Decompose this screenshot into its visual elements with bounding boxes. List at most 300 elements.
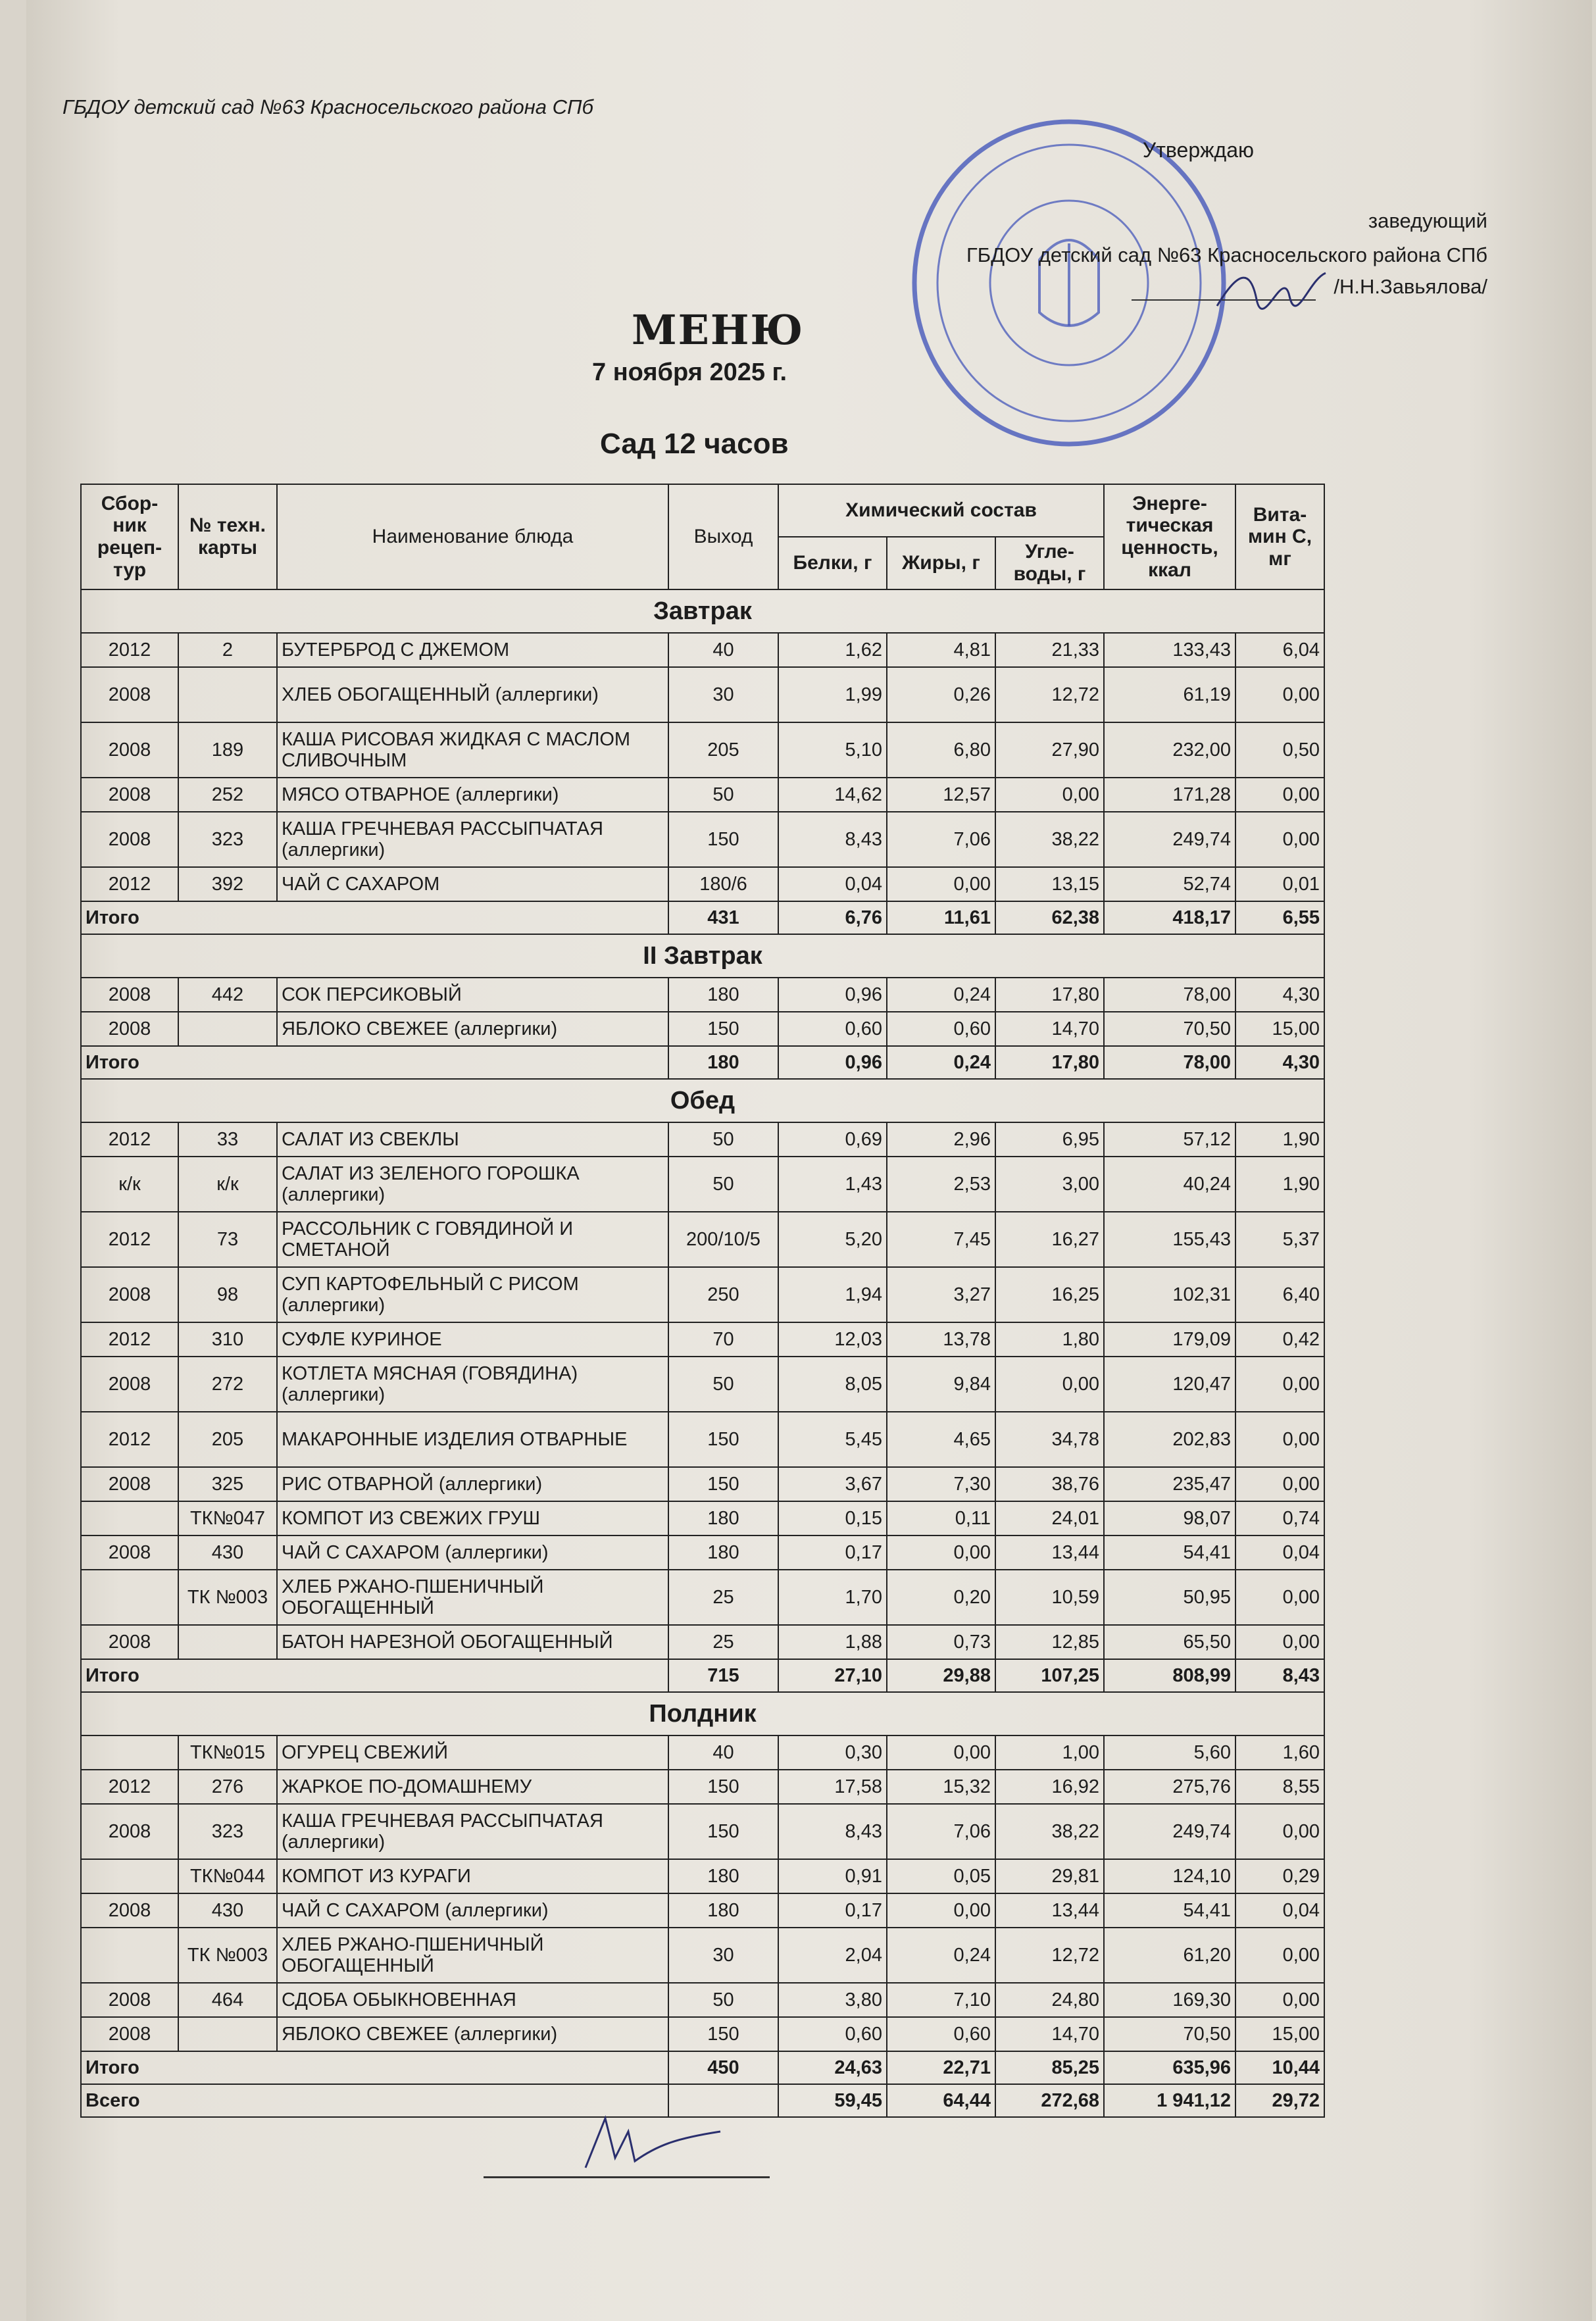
table-cell: 1,94 [778, 1267, 887, 1322]
table-cell: 73 [178, 1212, 277, 1267]
table-cell: 15,00 [1235, 2017, 1324, 2051]
table-cell: 50 [668, 1122, 778, 1157]
table-cell: 50,95 [1104, 1570, 1235, 1625]
table-cell: 0,00 [1235, 1467, 1324, 1501]
table-cell [178, 667, 277, 722]
table-cell: 2008 [81, 978, 178, 1012]
table-cell: 1,88 [778, 1625, 887, 1659]
table-cell: ТК №003 [178, 1928, 277, 1983]
table-cell: 2008 [81, 1983, 178, 2017]
total-cell: 8,43 [1235, 1659, 1324, 1692]
section-header [81, 1079, 1324, 1122]
table-cell: ЧАЙ С САХАРОМ [277, 867, 668, 901]
table-cell: 4,81 [887, 633, 995, 667]
table-cell: 0,00 [1235, 812, 1324, 867]
table-cell: 392 [178, 867, 277, 901]
table-cell: БУТЕРБРОД С ДЖЕМОМ [277, 633, 668, 667]
table-cell: 2012 [81, 1122, 178, 1157]
table-cell: 150 [668, 1770, 778, 1804]
table-cell: 24,80 [995, 1983, 1104, 2017]
table-cell: 2012 [81, 1322, 178, 1357]
table-row [81, 1122, 1324, 1157]
table-cell: 323 [178, 812, 277, 867]
total-cell: 4,30 [1235, 1046, 1324, 1079]
table-cell: 124,10 [1104, 1859, 1235, 1893]
table-cell: МАКАРОННЫЕ ИЗДЕЛИЯ ОТВАРНЫЕ [277, 1412, 668, 1467]
table-cell: 0,50 [1235, 722, 1324, 778]
table-cell [178, 2017, 277, 2051]
table-cell: 276 [178, 1770, 277, 1804]
director-signature [1210, 260, 1329, 319]
table-cell: ЧАЙ С САХАРОМ (аллергики) [277, 1893, 668, 1928]
grand-total-cell: 272,68 [995, 2084, 1104, 2117]
table-cell: 13,15 [995, 867, 1104, 901]
head-organization: ГБДОУ детский сад №63 Красносельского района СПб [966, 243, 1487, 266]
table-cell: КАША ГРЕЧНЕВАЯ РАССЫПЧАТАЯ (аллергики) [277, 812, 668, 867]
grand-total-cell: 59,45 [778, 2084, 887, 2117]
table-cell: 0,00 [887, 1735, 995, 1770]
table-row [81, 1157, 1324, 1212]
col-card: № техн. карты [178, 484, 277, 589]
table-cell: 7,06 [887, 1804, 995, 1859]
table-cell: 70 [668, 1322, 778, 1357]
total-cell: 78,00 [1104, 1046, 1235, 1079]
table-cell: 7,45 [887, 1212, 995, 1267]
table-row [81, 633, 1324, 667]
table-cell: 0,17 [778, 1535, 887, 1570]
table-cell: 2,53 [887, 1157, 995, 1212]
col-energy: Энерге-тическая ценность, ккал [1104, 484, 1235, 589]
table-cell: 0,00 [1235, 1570, 1324, 1625]
total-label: Итого [81, 1046, 668, 1079]
table-cell: 2008 [81, 1893, 178, 1928]
table-cell: 180 [668, 1501, 778, 1535]
table-cell: 50 [668, 1983, 778, 2017]
table-cell: 150 [668, 2017, 778, 2051]
table-cell: ОГУРЕЦ СВЕЖИЙ [277, 1735, 668, 1770]
total-cell: 418,17 [1104, 901, 1235, 934]
total-cell: 808,99 [1104, 1659, 1235, 1692]
section-header [81, 589, 1324, 633]
table-cell: 150 [668, 1804, 778, 1859]
table-cell: 464 [178, 1983, 277, 2017]
table-cell: 8,43 [778, 1804, 887, 1859]
total-row [81, 901, 1324, 934]
total-cell: 107,25 [995, 1659, 1104, 1692]
table-row [81, 1412, 1324, 1467]
menu-subtitle: Сад 12 часов [600, 428, 789, 460]
table-cell: 5,20 [778, 1212, 887, 1267]
table-cell: 150 [668, 1467, 778, 1501]
table-cell: 13,44 [995, 1893, 1104, 1928]
table-cell: 0,11 [887, 1501, 995, 1535]
table-cell: 0,00 [887, 1535, 995, 1570]
table-cell: 2 [178, 633, 277, 667]
table-cell: 40 [668, 633, 778, 667]
table-cell: 21,33 [995, 633, 1104, 667]
total-label: Итого [81, 2051, 668, 2084]
table-cell: к/к [81, 1157, 178, 1212]
table-row [81, 978, 1324, 1012]
table-cell: 0,00 [887, 867, 995, 901]
table-cell: 4,30 [1235, 978, 1324, 1012]
page-title: МЕНЮ [632, 306, 805, 354]
table-cell: 2008 [81, 1804, 178, 1859]
table-cell: 235,47 [1104, 1467, 1235, 1501]
table-cell: 0,00 [1235, 1928, 1324, 1983]
table-cell: 1,00 [995, 1735, 1104, 1770]
table-row [81, 867, 1324, 901]
table-cell: 1,43 [778, 1157, 887, 1212]
table-cell: 8,05 [778, 1357, 887, 1412]
table-cell: 1,62 [778, 633, 887, 667]
table-row [81, 1012, 1324, 1046]
table-cell: 3,67 [778, 1467, 887, 1501]
col-yield: Выход [668, 484, 778, 589]
table-cell: 14,70 [995, 2017, 1104, 2051]
total-cell: 6,76 [778, 901, 887, 934]
table-cell: 16,25 [995, 1267, 1104, 1322]
table-cell: СУП КАРТОФЕЛЬНЫЙ С РИСОМ (аллергики) [277, 1267, 668, 1322]
table-cell: 0,74 [1235, 1501, 1324, 1535]
table-cell: 6,95 [995, 1122, 1104, 1157]
table-cell: 9,84 [887, 1357, 995, 1412]
total-cell: 0,24 [887, 1046, 995, 1079]
table-cell: 205 [178, 1412, 277, 1467]
table-row [81, 1770, 1324, 1804]
table-cell: 0,30 [778, 1735, 887, 1770]
table-cell: 0,00 [1235, 1412, 1324, 1467]
head-role: заведующий [1368, 209, 1487, 232]
table-cell: 2008 [81, 1467, 178, 1501]
table-cell: 150 [668, 1412, 778, 1467]
table-cell: 29,81 [995, 1859, 1104, 1893]
grand-total-cell: 1 941,12 [1104, 2084, 1235, 2117]
col-fat: Жиры, г [887, 537, 995, 589]
total-cell: 29,88 [887, 1659, 995, 1692]
table-cell: ЯБЛОКО СВЕЖЕЕ (аллергики) [277, 1012, 668, 1046]
grand-total-cell: 29,72 [1235, 2084, 1324, 2117]
table-cell: ЯБЛОКО СВЕЖЕЕ (аллергики) [277, 2017, 668, 2051]
table-cell: 1,99 [778, 667, 887, 722]
table-cell: 0,29 [1235, 1859, 1324, 1893]
table-cell [81, 1735, 178, 1770]
table-cell: 2008 [81, 1267, 178, 1322]
total-cell: 450 [668, 2051, 778, 2084]
table-cell: 325 [178, 1467, 277, 1501]
table-row [81, 1357, 1324, 1412]
table-cell: 202,83 [1104, 1412, 1235, 1467]
table-cell: 38,22 [995, 1804, 1104, 1859]
table-cell: 0,73 [887, 1625, 995, 1659]
table-cell: 180 [668, 1535, 778, 1570]
table-cell: 70,50 [1104, 2017, 1235, 2051]
table-cell: 0,17 [778, 1893, 887, 1928]
table-cell: 150 [668, 1012, 778, 1046]
table-cell: СОК ПЕРСИКОВЫЙ [277, 978, 668, 1012]
table-cell: 0,60 [778, 1012, 887, 1046]
table-cell: 2008 [81, 1535, 178, 1570]
table-cell: 0,00 [995, 1357, 1104, 1412]
bottom-signature-line [484, 2176, 770, 2178]
table-cell [81, 1859, 178, 1893]
table-cell: 6,04 [1235, 633, 1324, 667]
table-cell [178, 1012, 277, 1046]
table-cell: к/к [178, 1157, 277, 1212]
table-cell: 12,72 [995, 1928, 1104, 1983]
table-cell: ЖАРКОЕ ПО-ДОМАШНЕМУ [277, 1770, 668, 1804]
table-cell: 2008 [81, 667, 178, 722]
table-cell: 7,10 [887, 1983, 995, 2017]
table-cell: 30 [668, 1928, 778, 1983]
table-row [81, 1570, 1324, 1625]
table-cell: 8,43 [778, 812, 887, 867]
table-cell: 0,00 [1235, 1804, 1324, 1859]
table-row [81, 1859, 1324, 1893]
table-cell: КАША ГРЕЧНЕВАЯ РАССЫПЧАТАЯ (аллергики) [277, 1804, 668, 1859]
table-cell: 0,00 [1235, 778, 1324, 812]
organization-name: ГБДОУ детский сад №63 Красносельского района СПб [62, 95, 593, 118]
table-cell: 54,41 [1104, 1893, 1235, 1928]
table-cell: 5,37 [1235, 1212, 1324, 1267]
table-cell: 2012 [81, 633, 178, 667]
bottom-signature [566, 2105, 724, 2178]
menu-date: 7 ноября 2025 г. [592, 359, 787, 386]
table-cell: 200/10/5 [668, 1212, 778, 1267]
table-cell: 0,24 [887, 1928, 995, 1983]
table-cell: ТК №003 [178, 1570, 277, 1625]
table-cell: 5,60 [1104, 1735, 1235, 1770]
table-cell: 15,32 [887, 1770, 995, 1804]
table-cell: 0,00 [1235, 1625, 1324, 1659]
table-cell: 0,00 [1235, 1357, 1324, 1412]
col-vitamin: Вита-мин С, мг [1235, 484, 1324, 589]
table-cell: 30 [668, 667, 778, 722]
table-cell: 102,31 [1104, 1267, 1235, 1322]
table-cell: КОМПОТ ИЗ КУРАГИ [277, 1859, 668, 1893]
table-cell: 10,59 [995, 1570, 1104, 1625]
table-cell: 0,42 [1235, 1322, 1324, 1357]
section-header [81, 1692, 1324, 1735]
table-cell: 1,90 [1235, 1157, 1324, 1212]
table-row [81, 1501, 1324, 1535]
col-dish: Наименование блюда [277, 484, 668, 589]
table-cell: 249,74 [1104, 812, 1235, 867]
table-cell: 0,00 [995, 778, 1104, 812]
total-cell: 22,71 [887, 2051, 995, 2084]
table-cell: САЛАТ ИЗ СВЕКЛЫ [277, 1122, 668, 1157]
table-cell: 2,96 [887, 1122, 995, 1157]
table-cell: ЧАЙ С САХАРОМ (аллергики) [277, 1535, 668, 1570]
table-cell: ХЛЕБ РЖАНО-ПШЕНИЧНЫЙ ОБОГАЩЕННЫЙ [277, 1570, 668, 1625]
table-cell: 61,19 [1104, 667, 1235, 722]
table-cell: 2008 [81, 1625, 178, 1659]
table-cell: 6,40 [1235, 1267, 1324, 1322]
table-cell: 0,60 [887, 1012, 995, 1046]
table-cell: 40 [668, 1735, 778, 1770]
total-cell: 180 [668, 1046, 778, 1079]
table-cell: 0,00 [1235, 667, 1324, 722]
total-cell: 6,55 [1235, 901, 1324, 934]
total-cell: 17,80 [995, 1046, 1104, 1079]
table-cell: 0,00 [887, 1893, 995, 1928]
table-cell: ТК№047 [178, 1501, 277, 1535]
table-cell: 13,44 [995, 1535, 1104, 1570]
table-cell: КОМПОТ ИЗ СВЕЖИХ ГРУШ [277, 1501, 668, 1535]
table-cell: 2012 [81, 867, 178, 901]
table-row [81, 2017, 1324, 2051]
table-cell: 442 [178, 978, 277, 1012]
table-cell: 272 [178, 1357, 277, 1412]
table-cell: 169,30 [1104, 1983, 1235, 2017]
table-cell: 180 [668, 1859, 778, 1893]
table-cell: 232,00 [1104, 722, 1235, 778]
total-row [81, 1046, 1324, 1079]
table-cell: 50 [668, 778, 778, 812]
grand-total-cell: 64,44 [887, 2084, 995, 2117]
table-cell: 6,80 [887, 722, 995, 778]
table-cell: 7,30 [887, 1467, 995, 1501]
table-row [81, 1983, 1324, 2017]
col-protein: Белки, г [778, 537, 887, 589]
table-cell: 25 [668, 1570, 778, 1625]
table-cell: 2012 [81, 1412, 178, 1467]
table-cell: КОТЛЕТА МЯСНАЯ (ГОВЯДИНА) (аллергики) [277, 1357, 668, 1412]
table-row [81, 1804, 1324, 1859]
grand-total-label: Всего [81, 2084, 668, 2117]
total-row [81, 1659, 1324, 1692]
table-cell: 0,04 [778, 867, 887, 901]
table-cell: 0,60 [887, 2017, 995, 2051]
table-cell: 14,62 [778, 778, 887, 812]
menu-body [81, 589, 1324, 2117]
table-cell: 133,43 [1104, 633, 1235, 667]
menu-table [80, 484, 1325, 2118]
table-cell: 430 [178, 1535, 277, 1570]
table-cell: ХЛЕБ РЖАНО-ПШЕНИЧНЫЙ ОБОГАЩЕННЫЙ [277, 1928, 668, 1983]
table-cell: 8,55 [1235, 1770, 1324, 1804]
table-cell: 323 [178, 1804, 277, 1859]
table-cell: 0,00 [1235, 1983, 1324, 2017]
col-collection: Сбор-ник рецеп-тур [81, 484, 178, 589]
table-cell: 1,80 [995, 1322, 1104, 1357]
total-label: Итого [81, 901, 668, 934]
table-row [81, 1322, 1324, 1357]
table-cell: 430 [178, 1893, 277, 1928]
table-cell: 2008 [81, 1012, 178, 1046]
table-cell: 13,78 [887, 1322, 995, 1357]
table-row [81, 667, 1324, 722]
table-cell: 0,01 [1235, 867, 1324, 901]
table-cell: 24,01 [995, 1501, 1104, 1535]
table-cell: 0,04 [1235, 1893, 1324, 1928]
total-cell: 11,61 [887, 901, 995, 934]
table-cell: 33 [178, 1122, 277, 1157]
col-carbs: Угле-воды, г [995, 537, 1104, 589]
table-cell: 65,50 [1104, 1625, 1235, 1659]
table-cell: 250 [668, 1267, 778, 1322]
table-cell: 61,20 [1104, 1928, 1235, 1983]
table-cell: РИС ОТВАРНОЙ (аллергики) [277, 1467, 668, 1501]
head-name: /Н.Н.Завьялова/ [1334, 275, 1487, 298]
table-cell [81, 1928, 178, 1983]
table-cell: ХЛЕБ ОБОГАЩЕННЫЙ (аллергики) [277, 667, 668, 722]
table-cell: 180 [668, 1893, 778, 1928]
table-cell: 2008 [81, 1357, 178, 1412]
total-cell: 27,10 [778, 1659, 887, 1692]
table-cell: 15,00 [1235, 1012, 1324, 1046]
table-cell: СУФЛЕ КУРИНОЕ [277, 1322, 668, 1357]
total-cell: 715 [668, 1659, 778, 1692]
table-cell: 1,60 [1235, 1735, 1324, 1770]
table-cell: 17,80 [995, 978, 1104, 1012]
table-row [81, 1267, 1324, 1322]
table-cell: 98 [178, 1267, 277, 1322]
section-title: Полдник [81, 1692, 1324, 1735]
table-cell: МЯСО ОТВАРНОЕ (аллергики) [277, 778, 668, 812]
table-cell: САЛАТ ИЗ ЗЕЛЕНОГО ГОРОШКА (аллергики) [277, 1157, 668, 1212]
table-cell: 50 [668, 1357, 778, 1412]
table-cell: 2012 [81, 1770, 178, 1804]
table-row [81, 1735, 1324, 1770]
table-cell: 0,69 [778, 1122, 887, 1157]
section-header [81, 934, 1324, 978]
table-cell [178, 1625, 277, 1659]
total-cell: 10,44 [1235, 2051, 1324, 2084]
table-cell: 0,05 [887, 1859, 995, 1893]
total-cell: 635,96 [1104, 2051, 1235, 2084]
table-row [81, 812, 1324, 867]
table-cell: 1,70 [778, 1570, 887, 1625]
table-cell: 0,04 [1235, 1535, 1324, 1570]
table-cell: 252 [178, 778, 277, 812]
table-cell: 52,74 [1104, 867, 1235, 901]
table-row [81, 1467, 1324, 1501]
table-cell: 249,74 [1104, 1804, 1235, 1859]
table-cell: 70,50 [1104, 1012, 1235, 1046]
table-cell: 3,27 [887, 1267, 995, 1322]
table-cell: ТК№015 [178, 1735, 277, 1770]
total-cell: 431 [668, 901, 778, 934]
table-cell: 57,12 [1104, 1122, 1235, 1157]
total-cell: 0,96 [778, 1046, 887, 1079]
table-cell: КАША РИСОВАЯ ЖИДКАЯ С МАСЛОМ СЛИВОЧНЫМ [277, 722, 668, 778]
table-cell: 27,90 [995, 722, 1104, 778]
table-cell: 5,45 [778, 1412, 887, 1467]
table-cell: 98,07 [1104, 1501, 1235, 1535]
table-cell: 12,72 [995, 667, 1104, 722]
table-cell: БАТОН НАРЕЗНОЙ ОБОГАЩЕННЫЙ [277, 1625, 668, 1659]
table-row [81, 1893, 1324, 1928]
table-cell: РАССОЛЬНИК С ГОВЯДИНОЙ И СМЕТАНОЙ [277, 1212, 668, 1267]
table-cell: 78,00 [1104, 978, 1235, 1012]
table-cell: 0,20 [887, 1570, 995, 1625]
table-cell: 38,76 [995, 1467, 1104, 1501]
section-title: Обед [81, 1079, 1324, 1122]
table-row [81, 1535, 1324, 1570]
table-cell: 25 [668, 1625, 778, 1659]
table-cell: 54,41 [1104, 1535, 1235, 1570]
table-cell: СДОБА ОБЫКНОВЕННАЯ [277, 1983, 668, 2017]
table-cell: 16,27 [995, 1212, 1104, 1267]
table-row [81, 722, 1324, 778]
table-cell: 205 [668, 722, 778, 778]
table-cell: 2008 [81, 812, 178, 867]
table-row [81, 1212, 1324, 1267]
table-cell: 0,60 [778, 2017, 887, 2051]
table-cell: 2008 [81, 2017, 178, 2051]
table-cell: 16,92 [995, 1770, 1104, 1804]
